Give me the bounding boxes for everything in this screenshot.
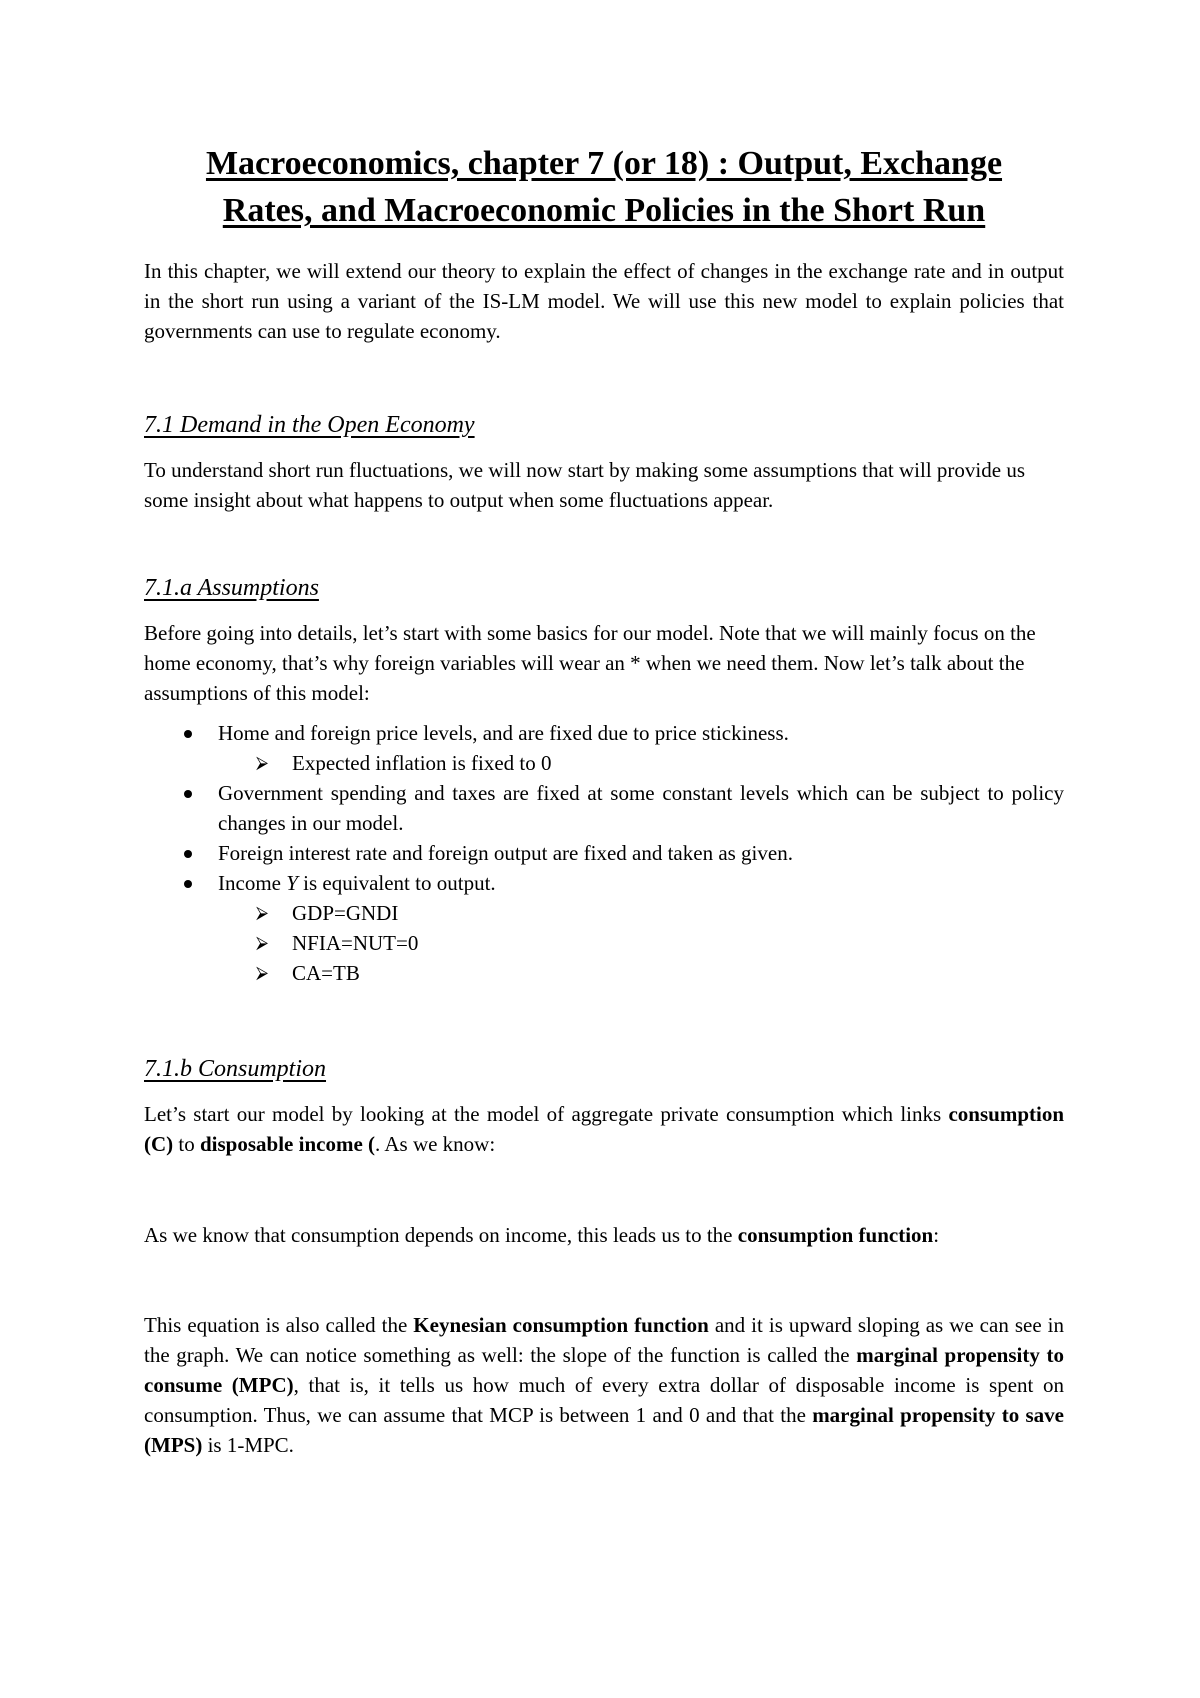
section-heading-7-1-a: 7.1.a Assumptions bbox=[144, 575, 319, 601]
list-item-text-pre: Income bbox=[218, 871, 287, 895]
consumption-paragraph-2 bbox=[144, 1220, 1064, 1250]
arrowhead-icon: ⮚ bbox=[256, 903, 269, 923]
arrowhead-icon: ⮚ bbox=[256, 933, 269, 953]
document-title bbox=[144, 140, 1064, 234]
list-item bbox=[144, 778, 1064, 838]
list-item-text: Home and foreign price levels, and are fixed due to price stickiness. bbox=[218, 721, 789, 745]
p1-text: to bbox=[173, 1132, 200, 1156]
p1-text: Let’s start our model by looking at the model of aggregate private consumption which links bbox=[144, 1102, 949, 1126]
p3-text: , that is, it tells us how much of every extra dollar of disposable income is spent on consumption. Thus, we can assume that MCP is between 1 and 0 and that the bbox=[144, 1373, 1064, 1427]
list-item bbox=[144, 868, 1064, 988]
p1-text: . As we know: bbox=[375, 1132, 496, 1156]
section-7-1-paragraph: To understand short run fluctuations, we will now start by making some assumptions that will provide us some insight about what happens to output when some fluctuations appear. bbox=[144, 458, 1026, 512]
section-heading-7-1-b: 7.1.b Consumption bbox=[144, 1056, 327, 1082]
intro-paragraph: In this chapter, we will extend our theory to explain the effect of changes in the exchange rate and in output in the short run using a variant of the IS-LM model. We will use this new model to explain policies that governments can use to regulate economy. bbox=[144, 259, 1064, 343]
sub-list-item-text: CA=TB bbox=[292, 961, 360, 985]
sub-list-item-text: GDP=GNDI bbox=[292, 901, 399, 925]
p2-text: As we know that consumption depends on income, this leads us to the bbox=[144, 1223, 738, 1247]
term-mpc: marginal propensity to consume (MPC) bbox=[144, 1343, 1064, 1397]
bullet-icon bbox=[184, 790, 192, 798]
section-heading-7-1: 7.1 Demand in the Open Economy bbox=[144, 412, 475, 438]
sub-list-item bbox=[218, 898, 1064, 928]
sub-list bbox=[218, 748, 1064, 778]
bullet-icon bbox=[184, 850, 192, 858]
income-variable: Y bbox=[286, 871, 298, 895]
consumption-paragraph-1 bbox=[144, 1099, 1064, 1159]
document-page bbox=[144, 140, 1064, 1460]
term-keynesian-function: Keynesian consumption function bbox=[413, 1313, 709, 1337]
sub-list-item-text: NFIA=NUT=0 bbox=[292, 931, 419, 955]
list-item bbox=[144, 718, 1064, 778]
arrowhead-icon: ⮚ bbox=[256, 753, 269, 773]
p3-text: is 1-MPC. bbox=[202, 1433, 294, 1457]
list-item-text: Government spending and taxes are fixed at some constant levels which can be subject to policy changes in our model. bbox=[218, 781, 1064, 835]
list-item-text-post: is equivalent to output. bbox=[297, 871, 496, 895]
p3-text: and it is upward sloping as we can see in the graph. We can notice something as well: the slope of the function is called the bbox=[144, 1313, 1064, 1367]
sub-list-item bbox=[218, 928, 1064, 958]
bullet-icon bbox=[184, 730, 192, 738]
p2-text: : bbox=[933, 1223, 940, 1247]
sub-list-item-text: Expected inflation is fixed to 0 bbox=[292, 751, 552, 775]
title-line-2: Rates, and Macroeconomic Policies in the Short Run bbox=[222, 192, 986, 229]
sub-list-item bbox=[218, 958, 1064, 988]
term-consumption: consumption (C) bbox=[144, 1102, 1064, 1156]
sub-list bbox=[218, 898, 1064, 988]
list-item-text: Foreign interest rate and foreign output are fixed and taken as given. bbox=[218, 841, 793, 865]
term-consumption-function: consumption function bbox=[737, 1223, 934, 1247]
p3-text: This equation is also called the bbox=[144, 1313, 414, 1337]
term-mps: marginal propensity to save (MPS) bbox=[144, 1403, 1064, 1457]
arrowhead-icon: ⮚ bbox=[256, 963, 269, 983]
consumption-paragraph-3 bbox=[144, 1310, 1064, 1460]
title-line-1: Macroeconomics, chapter 7 (or 18) : Output, Exchange bbox=[205, 145, 1003, 182]
term-disposable-income: disposable income ( bbox=[200, 1132, 376, 1156]
list-item bbox=[144, 838, 1064, 868]
sub-list-item bbox=[218, 748, 1064, 778]
bullet-icon bbox=[184, 880, 192, 888]
section-7-1-a-paragraph: Before going into details, let’s start with some basics for our model. Note that we will mainly focus on the home economy, that’s why foreign variables will wear an * when we need them. Now let’s talk about the assumptions of this model: bbox=[144, 621, 1036, 705]
assumptions-list bbox=[144, 718, 1064, 988]
